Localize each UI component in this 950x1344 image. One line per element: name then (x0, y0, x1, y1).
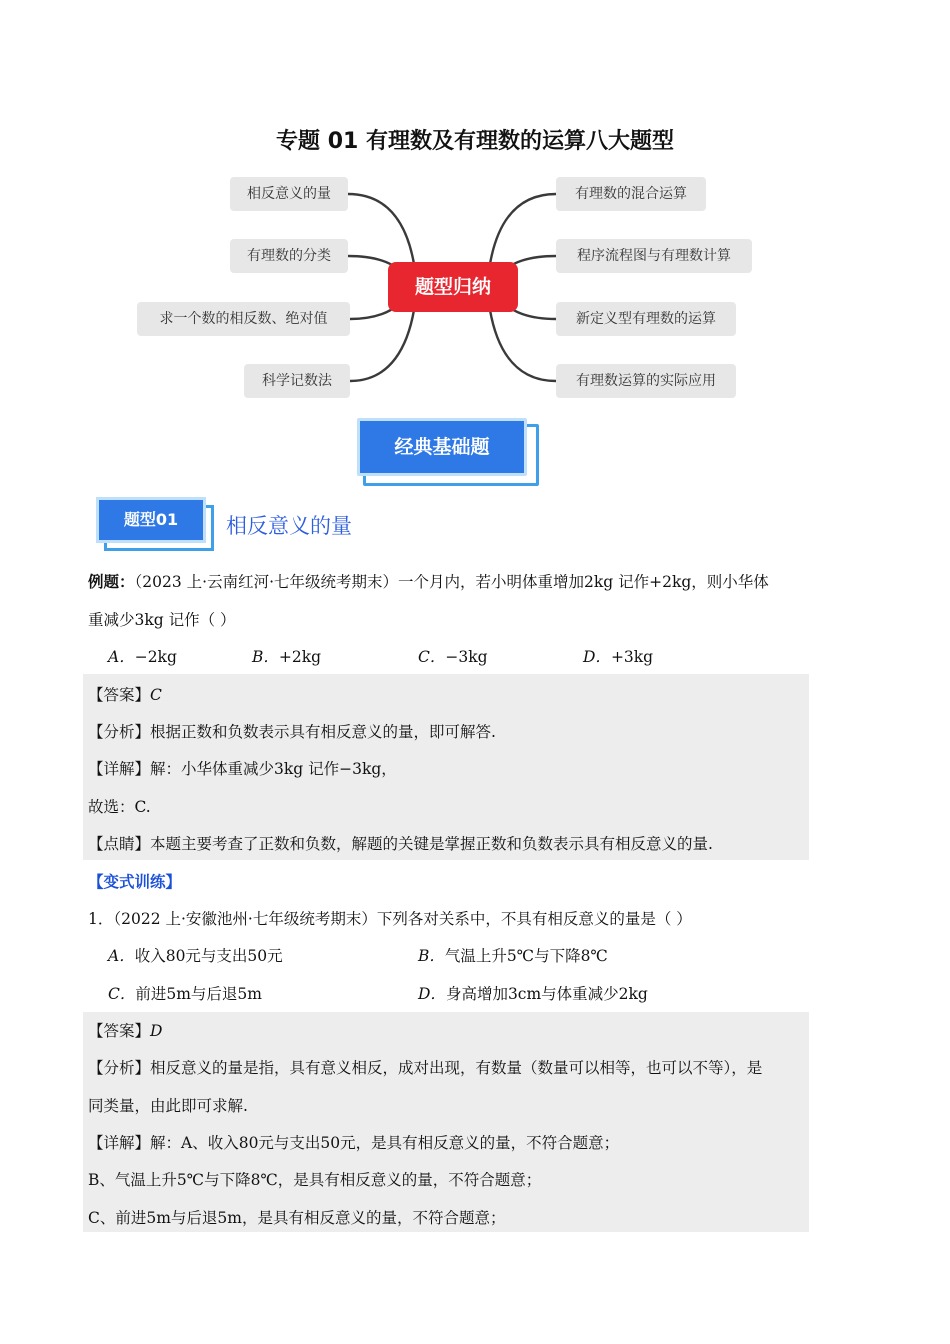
mindmap-node-opposite-quantities: 相反意义的量 (230, 177, 348, 211)
mindmap-connectors (0, 0, 950, 420)
comment-text: 本题主要考查了正数和负数，解题的关键是掌握正数和负数表示具有相反意义的量. (150, 835, 713, 853)
training-detail-1 (88, 1131, 619, 1153)
section-badge-label: 题型01 (96, 497, 206, 543)
mindmap-node-new-definition: 新定义型有理数的运算 (556, 302, 736, 336)
answer-value: C (150, 686, 162, 704)
training-option-d (418, 982, 648, 1004)
training-option-a (108, 944, 283, 966)
example-detail (88, 757, 397, 779)
example-line-1 (88, 570, 769, 592)
example-text-1: （2023 上·云南红河·七年级统考期末）一个月内，若小明体重增加2kg 记作+2kg，则小华体 (134, 573, 769, 591)
option-text: 收入80元与支出50元 (134, 947, 283, 965)
example-choose: 故选：C. (88, 798, 151, 816)
training-option-b (418, 944, 608, 966)
mindmap-node-scientific-notation: 科学记数法 (244, 364, 350, 398)
training-detail-2: B、气温上升5℃与下降8℃，是具有相反意义的量，不符合题意； (88, 1171, 542, 1189)
mindmap-node-classification: 有理数的分类 (230, 239, 348, 273)
example-option-a (108, 645, 177, 667)
detail-text: 解：小华体重减少3kg 记作−3kg， (150, 760, 397, 778)
training-label: 【变式训练】 (88, 873, 182, 891)
option-text: 气温上升5℃与下降8℃ (444, 947, 608, 965)
training-solution-box (83, 1012, 809, 1232)
option-text: 前进5m与后退5m (135, 985, 262, 1003)
page-title: 专题 01 有理数及有理数的运算八大题型 (276, 129, 674, 154)
training-analysis-2: 同类量，由此即可求解. (88, 1097, 248, 1115)
option-text: −3kg (445, 648, 488, 666)
classic-basic-badge (357, 418, 535, 482)
badge-label: 经典基础题 (357, 418, 527, 476)
analysis-label: 【分析】 (88, 723, 151, 741)
answer-label: 【答案】 (88, 1022, 151, 1040)
detail-label: 【详解】 (88, 760, 151, 778)
option-text: +2kg (278, 648, 322, 666)
training-analysis-1 (88, 1056, 762, 1078)
detail-label: 【详解】 (88, 1134, 151, 1152)
section-title: 相反意义的量 (226, 514, 352, 538)
analysis-text: 根据正数和负数表示具有相反意义的量，即可解答. (150, 723, 496, 741)
mindmap-node-application: 有理数运算的实际应用 (556, 364, 736, 398)
option-letter: B． (252, 648, 279, 666)
example-line-2: 重减少3kg 记作（ ） (88, 611, 236, 629)
option-text: +3kg (610, 648, 654, 666)
example-analysis (88, 720, 496, 742)
analysis-text: 相反意义的量是指，具有意义相反，成对出现，有数量（数量可以相等，也可以不等），是 (150, 1059, 763, 1077)
option-letter: D． (583, 648, 611, 666)
answer-value: D (150, 1022, 163, 1040)
mindmap-node-mixed-operations: 有理数的混合运算 (556, 177, 706, 211)
example-option-b (252, 645, 321, 667)
training-option-c (108, 982, 262, 1004)
option-letter: C． (108, 985, 136, 1003)
training-answer (88, 1019, 162, 1041)
section-badge (96, 497, 214, 549)
example-label: 例题： (88, 572, 135, 591)
answer-label: 【答案】 (88, 686, 151, 704)
analysis-label: 【分析】 (88, 1059, 151, 1077)
option-text: 身高增加3cm与体重减少2kg (445, 985, 648, 1003)
mindmap-center: 题型归纳 (388, 262, 518, 312)
example-answer (88, 683, 162, 705)
mindmap-node-opposite-absolute: 求一个数的相反数、绝对值 (137, 302, 350, 336)
mindmap-node-flowchart: 程序流程图与有理数计算 (556, 239, 752, 273)
option-letter: B． (418, 947, 445, 965)
example-option-d (583, 645, 653, 667)
option-letter: D． (418, 985, 446, 1003)
option-letter: C． (418, 648, 446, 666)
option-text: −2kg (134, 648, 177, 666)
option-letter: A． (108, 648, 135, 666)
option-letter: A． (108, 947, 135, 965)
example-comment (88, 832, 713, 854)
comment-label: 【点睛】 (88, 835, 151, 853)
training-question-1: 1．（2022 上·安徽池州·七年级统考期末）下列各对关系中，不具有相反意义的量是（ ） (88, 910, 692, 928)
detail-text: 解：A、收入80元与支出50元，是具有相反意义的量，不符合题意； (150, 1134, 620, 1152)
training-detail-3: C、前进5m与后退5m，是具有相反意义的量，不符合题意； (88, 1209, 506, 1227)
example-option-c (418, 645, 488, 667)
